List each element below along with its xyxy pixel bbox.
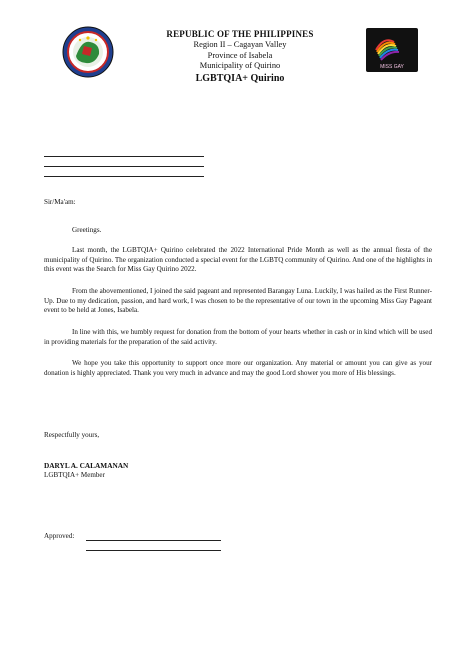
body-paragraph-1 (44, 246, 432, 275)
address-line-3 (44, 176, 204, 177)
miss-gay-logo (366, 28, 418, 72)
republic-heading: REPUBLIC OF THE PHILIPPINES (166, 29, 314, 39)
address-line-1 (44, 156, 204, 157)
body-paragraph-3 (44, 328, 432, 347)
body-paragraph-2 (44, 287, 432, 316)
greeting: Greetings. (72, 226, 102, 234)
salutation: Sir/Ma'am: (44, 198, 76, 206)
closing: Respectfully yours, (44, 431, 100, 439)
region-line: Region II – Cagayan Valley (193, 40, 287, 49)
body-paragraph-4 (44, 359, 432, 378)
letterhead (120, 29, 360, 85)
signature-block (44, 461, 432, 480)
approved-label: Approved: (44, 532, 75, 540)
approval-name-line (86, 550, 221, 551)
municipality-line: Municipality of Quirino (199, 61, 281, 70)
rainbow-logo-icon (366, 28, 418, 72)
signatory-name: DARYL A. CALAMANAN (44, 461, 129, 470)
paragraph-text: Last month, the LGBTQIA+ Quirino celebrated the 2022 International Pride Month as well as the annual fiesta of the municipality of Quirino. The organization conducted a special event for the LGBTQ community of Quirino. And one of the highlights in this event was the Search for Miss Gay Quirino 2022. (44, 246, 432, 274)
organization-name: LGBTQIA+ Quirino (195, 72, 285, 84)
address-line-2 (44, 166, 204, 167)
province-line: Province of Isabela (207, 50, 273, 60)
paragraph-text: We hope you take this opportunity to support once more our organization. Any material or amount you can give as your donation is highly appreciated. Thank you very much in advance and may the good Lord shower you more of His blessings. (44, 359, 432, 377)
paragraph-text: In line with this, we humbly request for donation from the bottom of your hearts whether in cash or in kind which will be used in providing materials for the preparation of the said activity. (44, 328, 432, 346)
signatory-role: LGBTQIA+ Member (44, 470, 105, 479)
paragraph-text: From the abovementioned, I joined the said pageant and represented Barangay Luna. Luckily, I was hailed as the First Runner-Up. Due to my dedication, passion, and hard work, I was chosen to be the representative of our town in the upcoming Miss Gay Pageant event to be held at Jones, Isabela. (44, 287, 432, 315)
approval-signature-line (86, 540, 221, 541)
logo-text: MISS GAY (380, 64, 404, 70)
municipal-seal-icon (62, 26, 114, 78)
